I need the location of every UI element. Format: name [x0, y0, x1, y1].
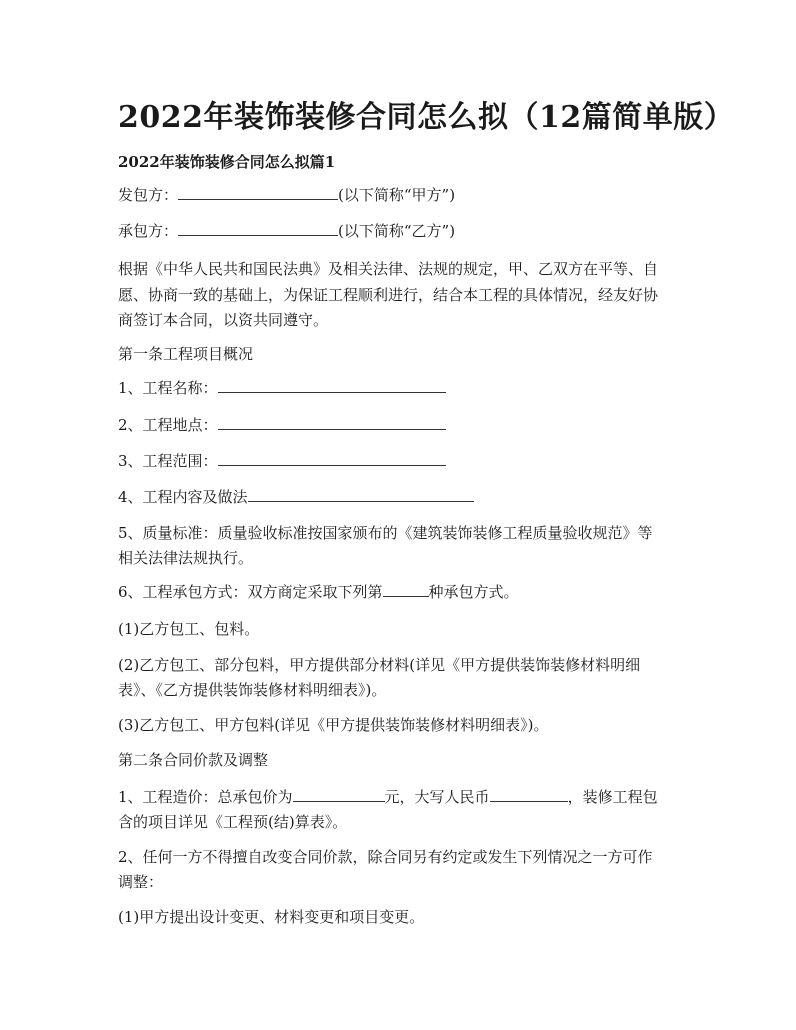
intro-line-2: 愿、协商一致的基础上，为保证工程顺利进行，结合本工程的具体情况，经友好协 — [118, 286, 659, 304]
article1-item5-line2: 相关法律法规执行。 — [118, 549, 254, 567]
article1-item5-line1: 5、质量标准：质量验收标准按国家颁布的《建筑装饰装修工程质量验收规范》等 — [118, 524, 653, 542]
article2-item1-line1 — [118, 785, 683, 811]
article1-item3 — [118, 449, 683, 475]
price-blank — [293, 786, 385, 802]
party-b-blank — [178, 220, 338, 236]
article2-item2-line2: 调整： — [118, 873, 164, 891]
article1-item1 — [118, 376, 683, 402]
article2-heading: 第二条合同价款及调整 — [118, 751, 269, 769]
intro-line-3: 商签订本合同，以资共同遵守。 — [118, 311, 329, 329]
item1-blank — [218, 377, 446, 393]
article1-option3: (3)乙方包工、甲方包料(详见《甲方提供装饰装修材料明细表》)。 — [118, 716, 549, 734]
article1-option2-line2: 表》、《乙方提供装饰装修材料明细表》)。 — [118, 681, 387, 699]
rmb-blank — [490, 786, 568, 802]
item1-label: 1、工程名称： — [118, 379, 218, 397]
item4-blank — [248, 486, 474, 502]
party-a-suffix: (以下简称“甲方”) — [338, 186, 456, 204]
document-title: 2022年装饰装修合同怎么拟（12篇简单版） — [118, 100, 735, 135]
article1-item2 — [118, 413, 683, 439]
intro-line-1: 根据《中华人民共和国民法典》及相关法律、法规的规定，甲、乙双方在平等、自 — [118, 260, 659, 278]
item3-label: 3、工程范围： — [118, 452, 218, 470]
section-subtitle: 2022年装饰装修合同怎么拟篇1 — [118, 153, 336, 171]
article1-option2-line1: (2)乙方包工、部分包料，甲方提供部分材料(详见《甲方提供装饰装修材料明细 — [118, 656, 641, 674]
item6-prefix: 6、工程承包方式：双方商定采取下列第 — [118, 583, 383, 601]
article1-item4 — [118, 485, 683, 511]
article1-heading: 第一条工程项目概况 — [118, 345, 254, 363]
item6-suffix: 种承包方式。 — [428, 583, 519, 601]
item4-label: 4、工程内容及做法 — [118, 488, 248, 506]
party-a-line — [118, 183, 683, 209]
price-suffix: ，装修工程包 — [567, 788, 658, 806]
article2-item1-line2: 含的项目详见《工程预(结)算表》。 — [118, 813, 348, 831]
party-b-line — [118, 219, 683, 245]
article2-item2-line1: 2、任何一方不得擅自改变合同价款，除合同另有约定或发生下列情况之一方可作 — [118, 848, 653, 866]
article1-item6 — [118, 580, 683, 606]
party-a-label: 发包方： — [118, 186, 179, 204]
price-label: 1、工程造价：总承包价为 — [118, 788, 293, 806]
party-a-blank — [178, 184, 338, 200]
article1-option1: (1)乙方包工、包料。 — [118, 620, 260, 638]
party-b-label: 承包方： — [118, 222, 179, 240]
item3-blank — [218, 450, 446, 466]
item6-blank — [383, 581, 429, 597]
item2-label: 2、工程地点： — [118, 416, 218, 434]
item2-blank — [218, 414, 446, 430]
rmb-label: 元，大写人民币 — [384, 788, 490, 806]
article2-item2-option1: (1)甲方提出设计变更、材料变更和项目变更。 — [118, 908, 425, 926]
party-b-suffix: (以下简称“乙方”) — [338, 222, 456, 240]
